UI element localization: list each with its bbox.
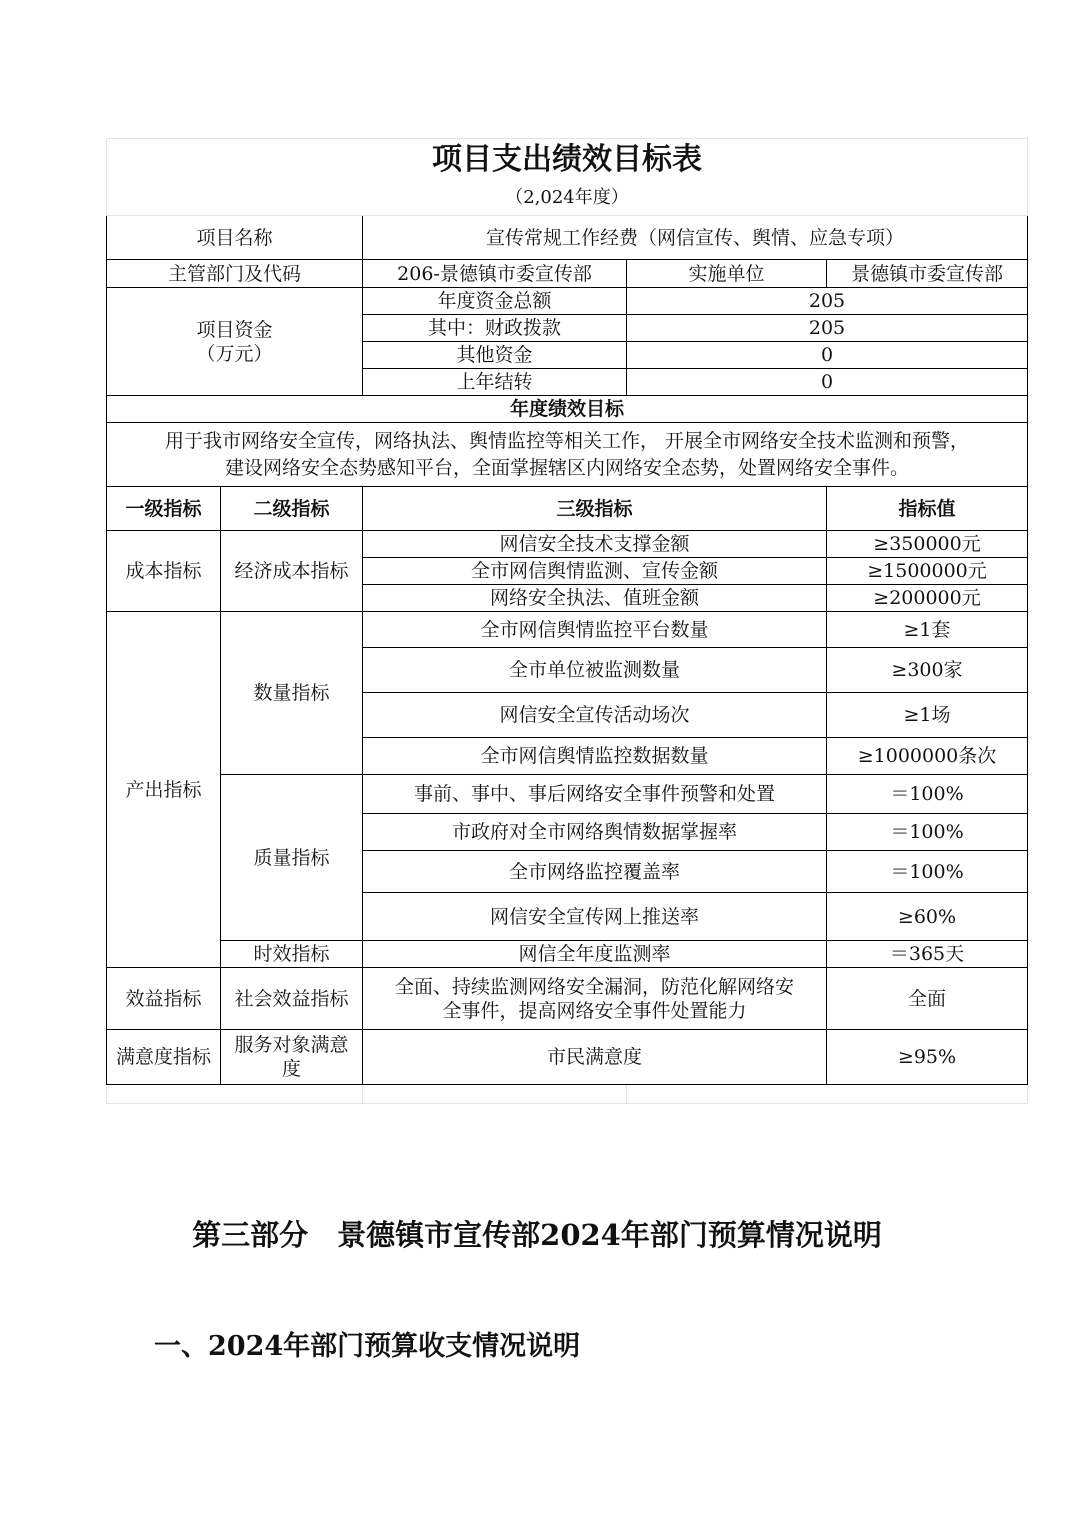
fund-label: [107, 288, 363, 396]
quantity-level3: 全市单位被监测数量: [363, 648, 827, 693]
quantity-value: ≥1场: [827, 693, 1028, 738]
quantity-level2: 数量指标: [221, 612, 363, 775]
dept-label: 主管部门及代码: [107, 260, 363, 288]
quantity-level3: 全市网信舆情监控数据数量: [363, 738, 827, 775]
quality-value: ≥60%: [827, 893, 1028, 941]
timeliness-level2: 时效指标: [221, 941, 363, 968]
blank-cell: [627, 1085, 1028, 1104]
benefit-level3: [363, 968, 827, 1030]
fund-item-label: 年度资金总额: [363, 288, 627, 315]
fund-item-value: 0: [627, 369, 1028, 396]
cost-value: ≥200000元: [827, 585, 1028, 612]
header-level3: 三级指标: [363, 487, 827, 531]
annual-goal-text: [107, 423, 1028, 487]
fund-item-value: 0: [627, 342, 1028, 369]
quantity-level3: 全市网信舆情监控平台数量: [363, 612, 827, 648]
annual-goal-line1: 用于我市网络安全宣传，网络执法、舆情监控等相关工作， 开展全市网络安全技术监测和预警，: [164, 429, 970, 452]
project-name-value: 宣传常规工作经费（网信宣传、舆情、应急专项）: [363, 216, 1028, 260]
blank-cell: [107, 1085, 363, 1104]
fund-label-line2: （万元）: [196, 342, 273, 365]
benefit-level3-line1: 全面、持续监测网络安全漏洞，防范化解网络安: [394, 975, 794, 998]
timeliness-value: ＝365天: [827, 941, 1028, 968]
performance-table-sheet: [106, 138, 1027, 1104]
benefit-level1: 效益指标: [107, 968, 221, 1030]
quantity-value: ≥300家: [827, 648, 1028, 693]
satisfaction-level3: 市民满意度: [363, 1030, 827, 1085]
annual-goal-label: 年度绩效目标: [107, 396, 1028, 423]
subsection-heading: 一、2024年部门预算收支情况说明: [154, 1331, 581, 1362]
table-year: （2,024年度）: [107, 181, 1028, 216]
fund-item-label: 其中：财政拨款: [363, 315, 627, 342]
cost-value: ≥1500000元: [827, 558, 1028, 585]
quality-value: ＝100%: [827, 814, 1028, 851]
quality-value: ＝100%: [827, 775, 1028, 814]
benefit-level2: 社会效益指标: [221, 968, 363, 1030]
quality-level3: 全市网络监控覆盖率: [363, 851, 827, 893]
fund-item-label: 其他资金: [363, 342, 627, 369]
fund-label-line1: 项目资金: [196, 318, 273, 341]
cost-level3: 网络安全执法、值班金额: [363, 585, 827, 612]
annual-goal-line2: 建设网络安全态势感知平台，全面掌握辖区内网络安全态势，处置网络安全事件。: [225, 456, 910, 479]
timeliness-level3: 网信全年度监测率: [363, 941, 827, 968]
satisfaction-level2-line1: 服务对象满意: [234, 1034, 349, 1056]
section-heading: 第三部分 景德镇市宣传部2024年部门预算情况说明: [192, 1218, 882, 1252]
satisfaction-value: ≥95%: [827, 1030, 1028, 1085]
quality-level2: 质量指标: [221, 775, 363, 941]
header-level1: 一级指标: [107, 487, 221, 531]
table-title: 项目支出绩效目标表: [107, 139, 1028, 182]
cost-level1: 成本指标: [107, 531, 221, 612]
blank-cell: [363, 1085, 627, 1104]
quantity-level3: 网信安全宣传活动场次: [363, 693, 827, 738]
fund-item-label: 上年结转: [363, 369, 627, 396]
impl-value: 景德镇市委宣传部: [827, 260, 1028, 288]
benefit-value: 全面: [827, 968, 1028, 1030]
quality-level3: 市政府对全市网络舆情数据掌握率: [363, 814, 827, 851]
header-level2: 二级指标: [221, 487, 363, 531]
performance-table: [106, 138, 1028, 1104]
satisfaction-level2-line2: 度: [281, 1058, 301, 1080]
header-value: 指标值: [827, 487, 1028, 531]
satisfaction-level1: 满意度指标: [107, 1030, 221, 1085]
cost-level2: 经济成本指标: [221, 531, 363, 612]
impl-label: 实施单位: [627, 260, 827, 288]
project-name-label: 项目名称: [107, 216, 363, 260]
cost-value: ≥350000元: [827, 531, 1028, 558]
fund-item-value: 205: [627, 315, 1028, 342]
dept-value: 206-景德镇市委宣传部: [363, 260, 627, 288]
cost-level3: 全市网信舆情监测、宣传金额: [363, 558, 827, 585]
quantity-value: ≥1套: [827, 612, 1028, 648]
quality-value: ＝100%: [827, 851, 1028, 893]
benefit-level3-line2: 全事件，提高网络安全事件处置能力: [442, 999, 747, 1022]
satisfaction-level2: [221, 1030, 363, 1085]
quantity-value: ≥1000000条次: [827, 738, 1028, 775]
cost-level3: 网信安全技术支撑金额: [363, 531, 827, 558]
quality-level3: 事前、事中、事后网络安全事件预警和处置: [363, 775, 827, 814]
quality-level3: 网信安全宣传网上推送率: [363, 893, 827, 941]
fund-item-value: 205: [627, 288, 1028, 315]
output-level1: 产出指标: [107, 612, 221, 968]
